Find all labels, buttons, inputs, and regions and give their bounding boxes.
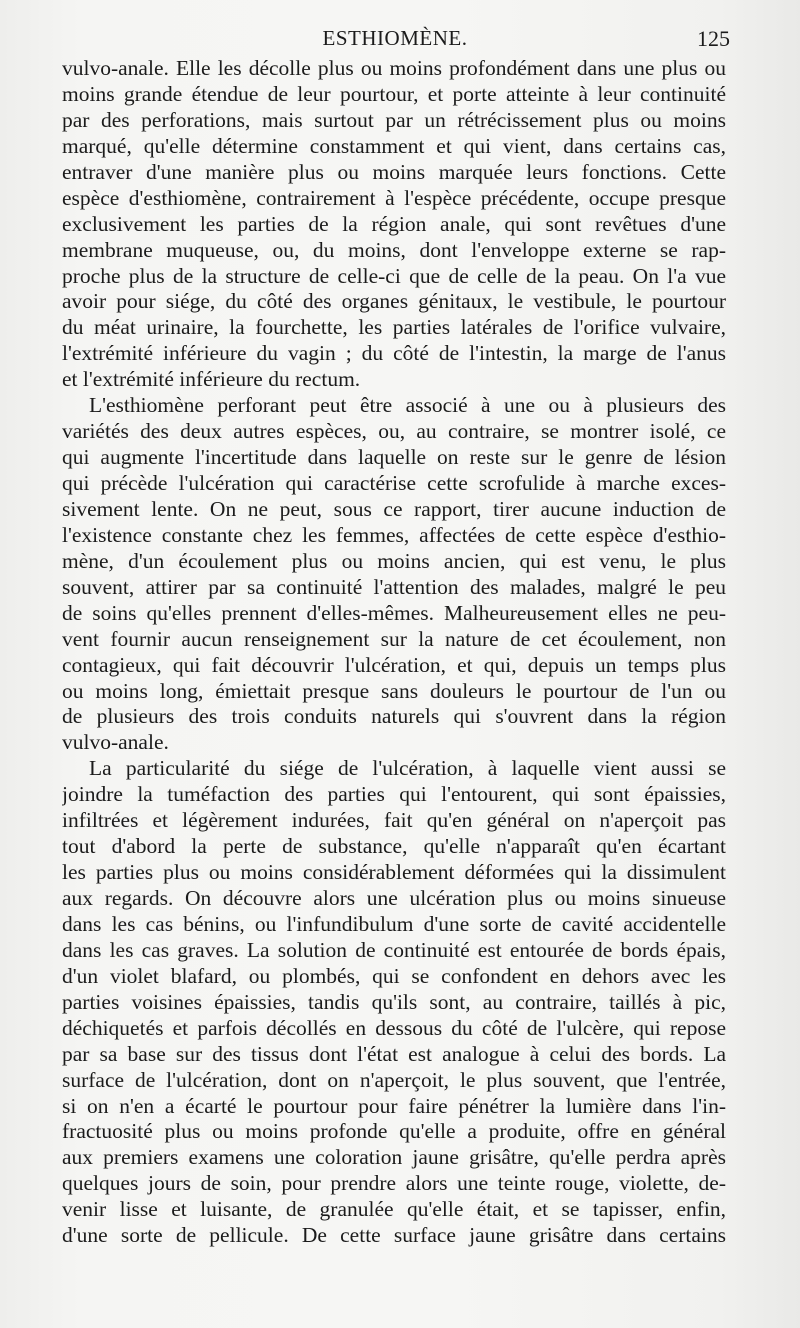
text-line: vulvo-anale.: [62, 730, 169, 755]
text-line: et l'extrémité inférieure du rectum.: [62, 367, 361, 392]
page-number: 125: [697, 26, 730, 51]
text-line: souvent, attirer par sa continuité l'attention des malades, malgré le peu: [62, 574, 726, 599]
text-line: espèce d'esthiomène, contrairement à l'espèce précédente, occupe presque: [62, 185, 726, 210]
text-line: quelques jours de soin, pour prendre alors une teinte rouge, violette, de-: [62, 1171, 726, 1196]
text-line: vent fournir aucun renseignement sur la nature de cet écoulement, non: [62, 626, 726, 651]
text-line: marqué, qu'elle détermine constamment et qui vient, dans certains cas,: [62, 133, 726, 158]
text-line: exclusivement les parties de la région anale, qui sont revêtues d'une: [62, 211, 726, 236]
text-line: dans les cas bénins, ou l'infundibulum d'une sorte de cavité accidentelle: [62, 911, 726, 936]
text-line: l'existence constante chez les femmes, affectées de cette espèce d'esthio-: [62, 522, 726, 547]
text-line: dans les cas graves. La solution de continuité est entourée de bords épais,: [62, 937, 726, 962]
text-line: proche plus de la structure de celle-ci que de celle de la peau. On l'a vue: [62, 263, 726, 288]
text-line: avoir pour siége, du côté des organes génitaux, le vestibule, le pourtour: [62, 289, 726, 314]
text-line: moins grande étendue de leur pourtour, et porte atteinte à leur continuité: [62, 81, 726, 106]
text-line: par sa base sur des tissus dont l'état est analogue à celui des bords. La: [62, 1041, 726, 1066]
text-line: de plusieurs des trois conduits naturels qui s'ouvrent dans la région: [62, 704, 726, 729]
text-line: venir lisse et luisante, de granulée qu'elle était, et se tapisser, enfin,: [62, 1197, 726, 1222]
text-line: tout d'abord la perte de substance, qu'elle n'apparaît qu'en écartant: [62, 834, 726, 859]
text-line: ou moins long, émiettait presque sans douleurs le pourtour de l'un ou: [62, 678, 726, 703]
text-line: d'un violet blafard, ou plombés, qui se confondent en dehors avec les: [62, 963, 726, 988]
text-line: aux regards. On découvre alors une ulcération plus ou moins sinueuse: [62, 886, 726, 910]
text-line: les parties plus ou moins considérablement déformées qui la dissimulent: [62, 860, 726, 885]
text-line: aux premiers examens une coloration jaune grisâtre, qu'elle perdra après: [62, 1145, 726, 1170]
text-line: qui précède l'ulcération qui caractérise cette scrofulide à marche exces-: [62, 471, 726, 495]
text-line: La particularité du siége de l'ulcération, à laquelle vient aussi se: [89, 756, 726, 781]
text-line: entraver d'une manière plus ou moins marquée leurs fonctions. Cette: [62, 159, 726, 184]
text-line: qui augmente l'incertitude dans laquelle on reste sur le genre de lésion: [62, 445, 726, 470]
text-line: parties voisines épaissies, tandis qu'ils sont, au contraire, taillés à pic,: [62, 989, 726, 1014]
text-line: contagieux, qui fait découvrir l'ulcération, et qui, depuis un temps plus: [62, 652, 726, 677]
text-line: membrane muqueuse, ou, du moins, dont l'enveloppe externe se rap-: [62, 237, 726, 262]
running-title: ESTHIOMÈNE.: [322, 26, 468, 50]
text-line: par des perforations, mais surtout par un rétrécissement plus ou moins: [62, 107, 726, 132]
text-line: si on n'en a écarté le pourtour pour faire pénétrer la lumière dans l'in-: [62, 1093, 726, 1118]
text-line: mène, d'un écoulement plus ou moins ancien, qui est venu, le plus: [62, 548, 726, 573]
text-line: de soins qu'elles prennent d'elles-mêmes. Malheureusement elles ne peu-: [62, 600, 726, 625]
page-header: [60, 26, 730, 56]
text-line: vulvo-anale. Elle les décolle plus ou moins profondément dans une plus ou: [62, 56, 726, 80]
text-line: sivement lente. On ne peut, sous ce rapport, tirer aucune induction de: [62, 496, 726, 521]
text-line: infiltrées et légèrement indurées, fait qu'en général on n'aperçoit pas: [62, 808, 726, 833]
text-line: L'esthiomène perforant peut être associé à une ou à plusieurs des: [89, 393, 726, 418]
text-line: déchiquetés et parfois décollés en dessous du côté de l'ulcère, qui repose: [62, 1015, 726, 1040]
body-text: [62, 56, 726, 1249]
text-line: surface de l'ulcération, dont on n'aperçoit, le plus souvent, que l'entrée,: [62, 1067, 726, 1092]
text-line: d'une sorte de pellicule. De cette surface jaune grisâtre dans certains: [62, 1223, 726, 1248]
text-line: l'extrémité inférieure du vagin ; du côté de l'intestin, la marge de l'anus: [62, 341, 726, 366]
text-line: du méat urinaire, la fourchette, les parties latérales de l'orifice vulvaire,: [62, 315, 726, 340]
text-line: fractuosité plus ou moins profonde qu'elle a produite, offre en général: [62, 1119, 726, 1144]
text-line: joindre la tuméfaction des parties qui l'entourent, qui sont épaissies,: [62, 782, 726, 807]
text-line: variétés des deux autres espèces, ou, au contraire, se montrer isolé, ce: [62, 419, 726, 444]
